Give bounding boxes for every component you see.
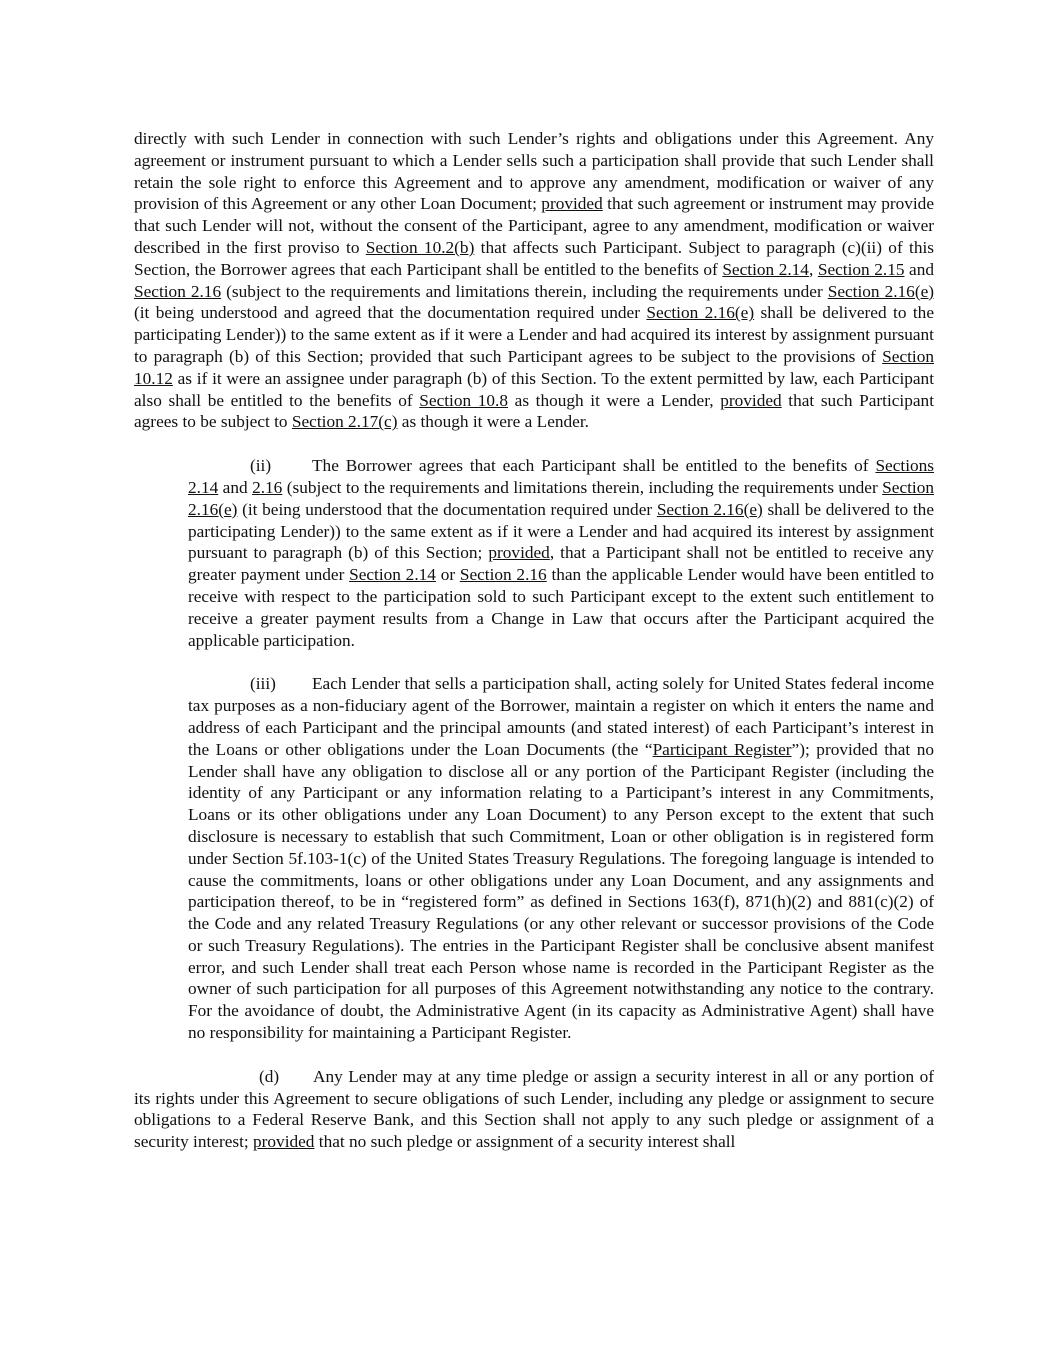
text-run: Each Lender that sells a participation shall, acting solely for United States federal income tax purposes as a non-fiduciary agent of the Borrower, maintain a register on which it enters the name and address of each Participant and the principal amounts (and stated interest) of each Participant’s interest in the Loans or other obligations under the Loan Documents (the “: [188, 674, 934, 759]
section-reference: Section 10.2(b): [365, 237, 475, 257]
underlined-term: provided: [488, 543, 550, 563]
document-body: [134, 128, 934, 1153]
text-run: ,: [808, 259, 818, 279]
text-run: that such Participant agrees to be subject to: [134, 390, 934, 432]
section-reference: Section 2.16(e): [646, 303, 755, 323]
section-reference: 2.16: [252, 477, 283, 497]
text-run: The Borrower agrees that each Participant shall be entitled to the benefits of: [312, 456, 876, 476]
section-reference: Sections 2.14: [188, 456, 934, 497]
section-reference: Section 10.8: [419, 390, 509, 410]
section-reference: Section 2.16: [459, 565, 547, 585]
subparagraph-label: (iii): [250, 674, 276, 694]
underlined-term: provided: [253, 1132, 315, 1152]
text-run: (subject to the requirements and limitations therein, including the requirements under: [282, 477, 883, 497]
subparagraph-iii: [188, 673, 934, 1044]
text-run: as though it were a Lender.: [397, 412, 589, 432]
section-reference: Section 2.17(c): [291, 412, 398, 432]
section-reference: Section 2.16: [134, 281, 222, 301]
underlined-term: provided: [720, 390, 782, 410]
text-run: as though it were a Lender,: [508, 390, 721, 410]
text-run: (it being understood that the documentation required under: [237, 499, 657, 519]
text-run: and: [218, 477, 253, 497]
paragraph-d: [134, 1066, 934, 1153]
text-run: (it being understood and agreed that the documentation required under: [134, 303, 647, 323]
text-run: as if it were an assignee under paragraph (b) of this Section. To the extent permitted by law, each Participant also shall be entitled to the benefits of: [134, 368, 934, 410]
paragraph-c-continuation: [134, 128, 934, 433]
subparagraph-label: (ii): [250, 456, 272, 476]
text-run: (subject to the requirements and limitations therein, including the requirements under: [221, 281, 828, 301]
section-reference: Section 2.16(e): [188, 477, 934, 519]
defined-term: Participant Register: [652, 739, 792, 759]
underlined-term: provided: [541, 194, 603, 214]
text-run: , that a Participant shall not be entitled to receive any greater payment under: [188, 543, 934, 585]
paragraph-label: (d): [259, 1066, 280, 1086]
text-run: directly with such Lender in connection with such Lender’s rights and obligations under this Agreement. Any agreement or instrument pursuant to which a Lender sells such a participation shall provide that such Lender shall retain the sole right to enforce this Agreement and to approve any amendment, modification or waiver of any provision of this Agreement or any other Loan Document;: [134, 129, 934, 214]
text-run: that affects such Participant. Subject to paragraph (c)(ii) of this Section, the Borrower agrees that each Participant shall be entitled to the benefits of: [134, 237, 934, 279]
text-run: shall be delivered to the participating Lender)) to the same extent as if it were a Lender and had acquired its interest by assignment pursuant to paragraph (b) of this Section; provided that such Participant agrees to be subject to the provisions of: [134, 303, 934, 366]
section-reference: Section 2.14: [349, 565, 436, 585]
text-run: than the applicable Lender would have been entitled to receive with respect to the participation sold to such Participant except to the extent such entitlement to receive a greater payment results from a Change in Law that occurs after the Participant acquired the applicable participation.: [188, 565, 935, 650]
text-run: and: [904, 259, 934, 279]
section-reference: Section 2.15: [817, 259, 905, 279]
text-run: or: [435, 565, 460, 585]
text-run: Any Lender may at any time pledge or assign a security interest in all or any portion of its rights under this Agreement to secure obligations of such Lender, including any pledge or assignment to secure obligations to a Federal Reserve Bank, and this Section shall not apply to any such pledge or assignment of a security interest;: [134, 1066, 934, 1152]
text-run: shall be delivered to the participating Lender)) to the same extent as if it were a Lender and had acquired its interest by assignment pursuant to paragraph (b) of this Section;: [188, 499, 934, 563]
section-reference: Section 10.12: [134, 346, 934, 388]
text-run: that such agreement or instrument may provide that such Lender will not, without the consent of the Participant, agree to any amendment, modification or waiver described in the first proviso to: [134, 194, 934, 257]
section-reference: Section 2.16(e): [827, 281, 934, 301]
subparagraph-ii: [188, 455, 934, 651]
section-reference: Section 2.16(e): [656, 499, 763, 519]
text-run: ”); provided that no Lender shall have any obligation to disclose all or any portion of the Participant Register (including the identity of any Participant or any information relating to a Participant’s interest in any Commitments, Loans or its other obligations under any Loan Document) to any Person except to the extent that such disclosure is necessary to establish that such Commitment, Loan or other obligation is in registered form under Section 5f.103-1(c) of the United States Treasury Regulations. The foregoing language is intended to cause the commitments, loans or other obligations under any Loan Document, and any assignments and participation thereof, to be in “registered form” as defined in Sections 163(f), 871(h)(2) and 881(c)(2) of the Code and any related Treasury Regulations (or any other relevant or successor provisions of the Code or such Treasury Regulations). The entries in the Participant Register shall be conclusive absent manifest error, and such Lender shall treat each Person whose name is recorded in the Participant Register as the owner of such participation for all purposes of this Agreement notwithstanding any notice to the contrary. For the avoidance of doubt, the Administrative Agent (in its capacity as Administrative Agent) shall have no responsibility for maintaining a Participant Register.: [188, 739, 934, 1043]
text-run: that no such pledge or assignment of a security interest shall: [314, 1132, 736, 1152]
section-reference: Section 2.14: [722, 259, 809, 279]
